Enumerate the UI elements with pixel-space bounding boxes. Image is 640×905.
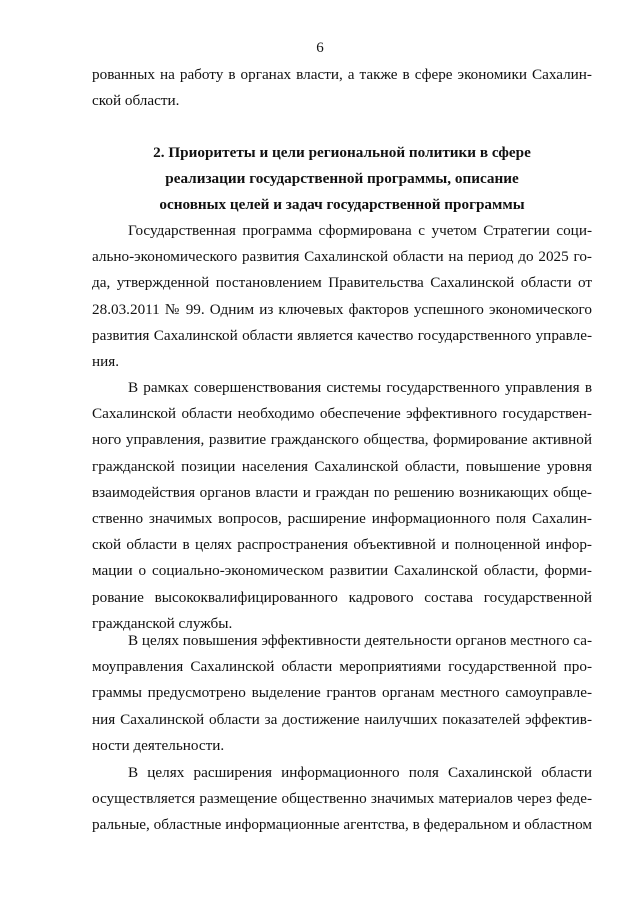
text-line: моуправления Сахалинской области мероприятиями государственной про- (92, 658, 592, 676)
paragraph-governance (92, 375, 592, 637)
section-heading (92, 140, 592, 219)
text-line: ния. (92, 352, 120, 370)
text-line: ской области. (92, 92, 180, 110)
text-line: гражданской позиции населения Сахалинской области, повышение уровня (92, 457, 592, 475)
text-line: Государственная программа сформирована с учетом Стратегии соци- (128, 222, 592, 239)
text-line: Сахалинской области необходимо обеспечение эффективного государствен- (92, 405, 592, 423)
text-line: ности деятельности. (92, 736, 225, 754)
heading-line: 2. Приоритеты и цели региональной политики в сфере (153, 144, 531, 161)
text-line: мации о социально-экономическом развитии Сахалинской области, форми- (92, 562, 592, 580)
paragraph-strategy (92, 218, 592, 375)
page-number: 6 (316, 40, 324, 56)
text-line: ально-экономического развития Сахалинской области на период до 2025 го- (92, 248, 592, 266)
heading-line: реализации государственной программы, описание (165, 170, 519, 188)
text-line: развития Сахалинской области является качество государственного управле- (92, 326, 592, 344)
text-line: ного управления, развитие гражданского общества, формирование активной (92, 431, 592, 449)
text-line: взаимодействия органов власти и граждан по решению возникающих обще- (92, 483, 592, 501)
text-line: ственно значимых вопросов, расширение информационного поля Сахалин- (92, 509, 592, 527)
text-line: гражданской службы. (92, 614, 233, 632)
text-line: В рамках совершенствования системы государственного управления в (128, 379, 592, 396)
text-line: В целях расширения информационного поля Сахалинской области (128, 764, 592, 781)
text-line: ния Сахалинской области за достижение наилучших показателей эффектив- (92, 710, 592, 728)
text-line: рование высококвалифицированного кадрового состава государственной (92, 588, 592, 606)
text-line: да, утвержденной постановлением Правительства Сахалинской области от (92, 274, 592, 292)
text-line: осуществляется размещение общественно значимых материалов через феде- (92, 790, 592, 808)
heading-line: основных целей и задач государственной программы (159, 196, 525, 214)
text-line: граммы предусмотрено выделение грантов органам местного самоуправле- (92, 684, 592, 702)
paragraph-grants (92, 628, 592, 759)
paragraph-information (92, 760, 592, 839)
text-line: ской области в целях распространения объективной и полноценной инфор- (92, 536, 592, 554)
text-line: рованных на работу в органах власти, а также в сфере экономики Сахалин- (92, 66, 592, 83)
intro-paragraph (92, 62, 592, 114)
text-line: В целях повышения эффективности деятельности органов местного са- (128, 632, 592, 649)
text-line: ральные, областные информационные агентства, в федеральном и областном (92, 816, 592, 834)
text-line: 28.03.2011 № 99. Одним из ключевых факторов успешного экономического (92, 300, 592, 318)
